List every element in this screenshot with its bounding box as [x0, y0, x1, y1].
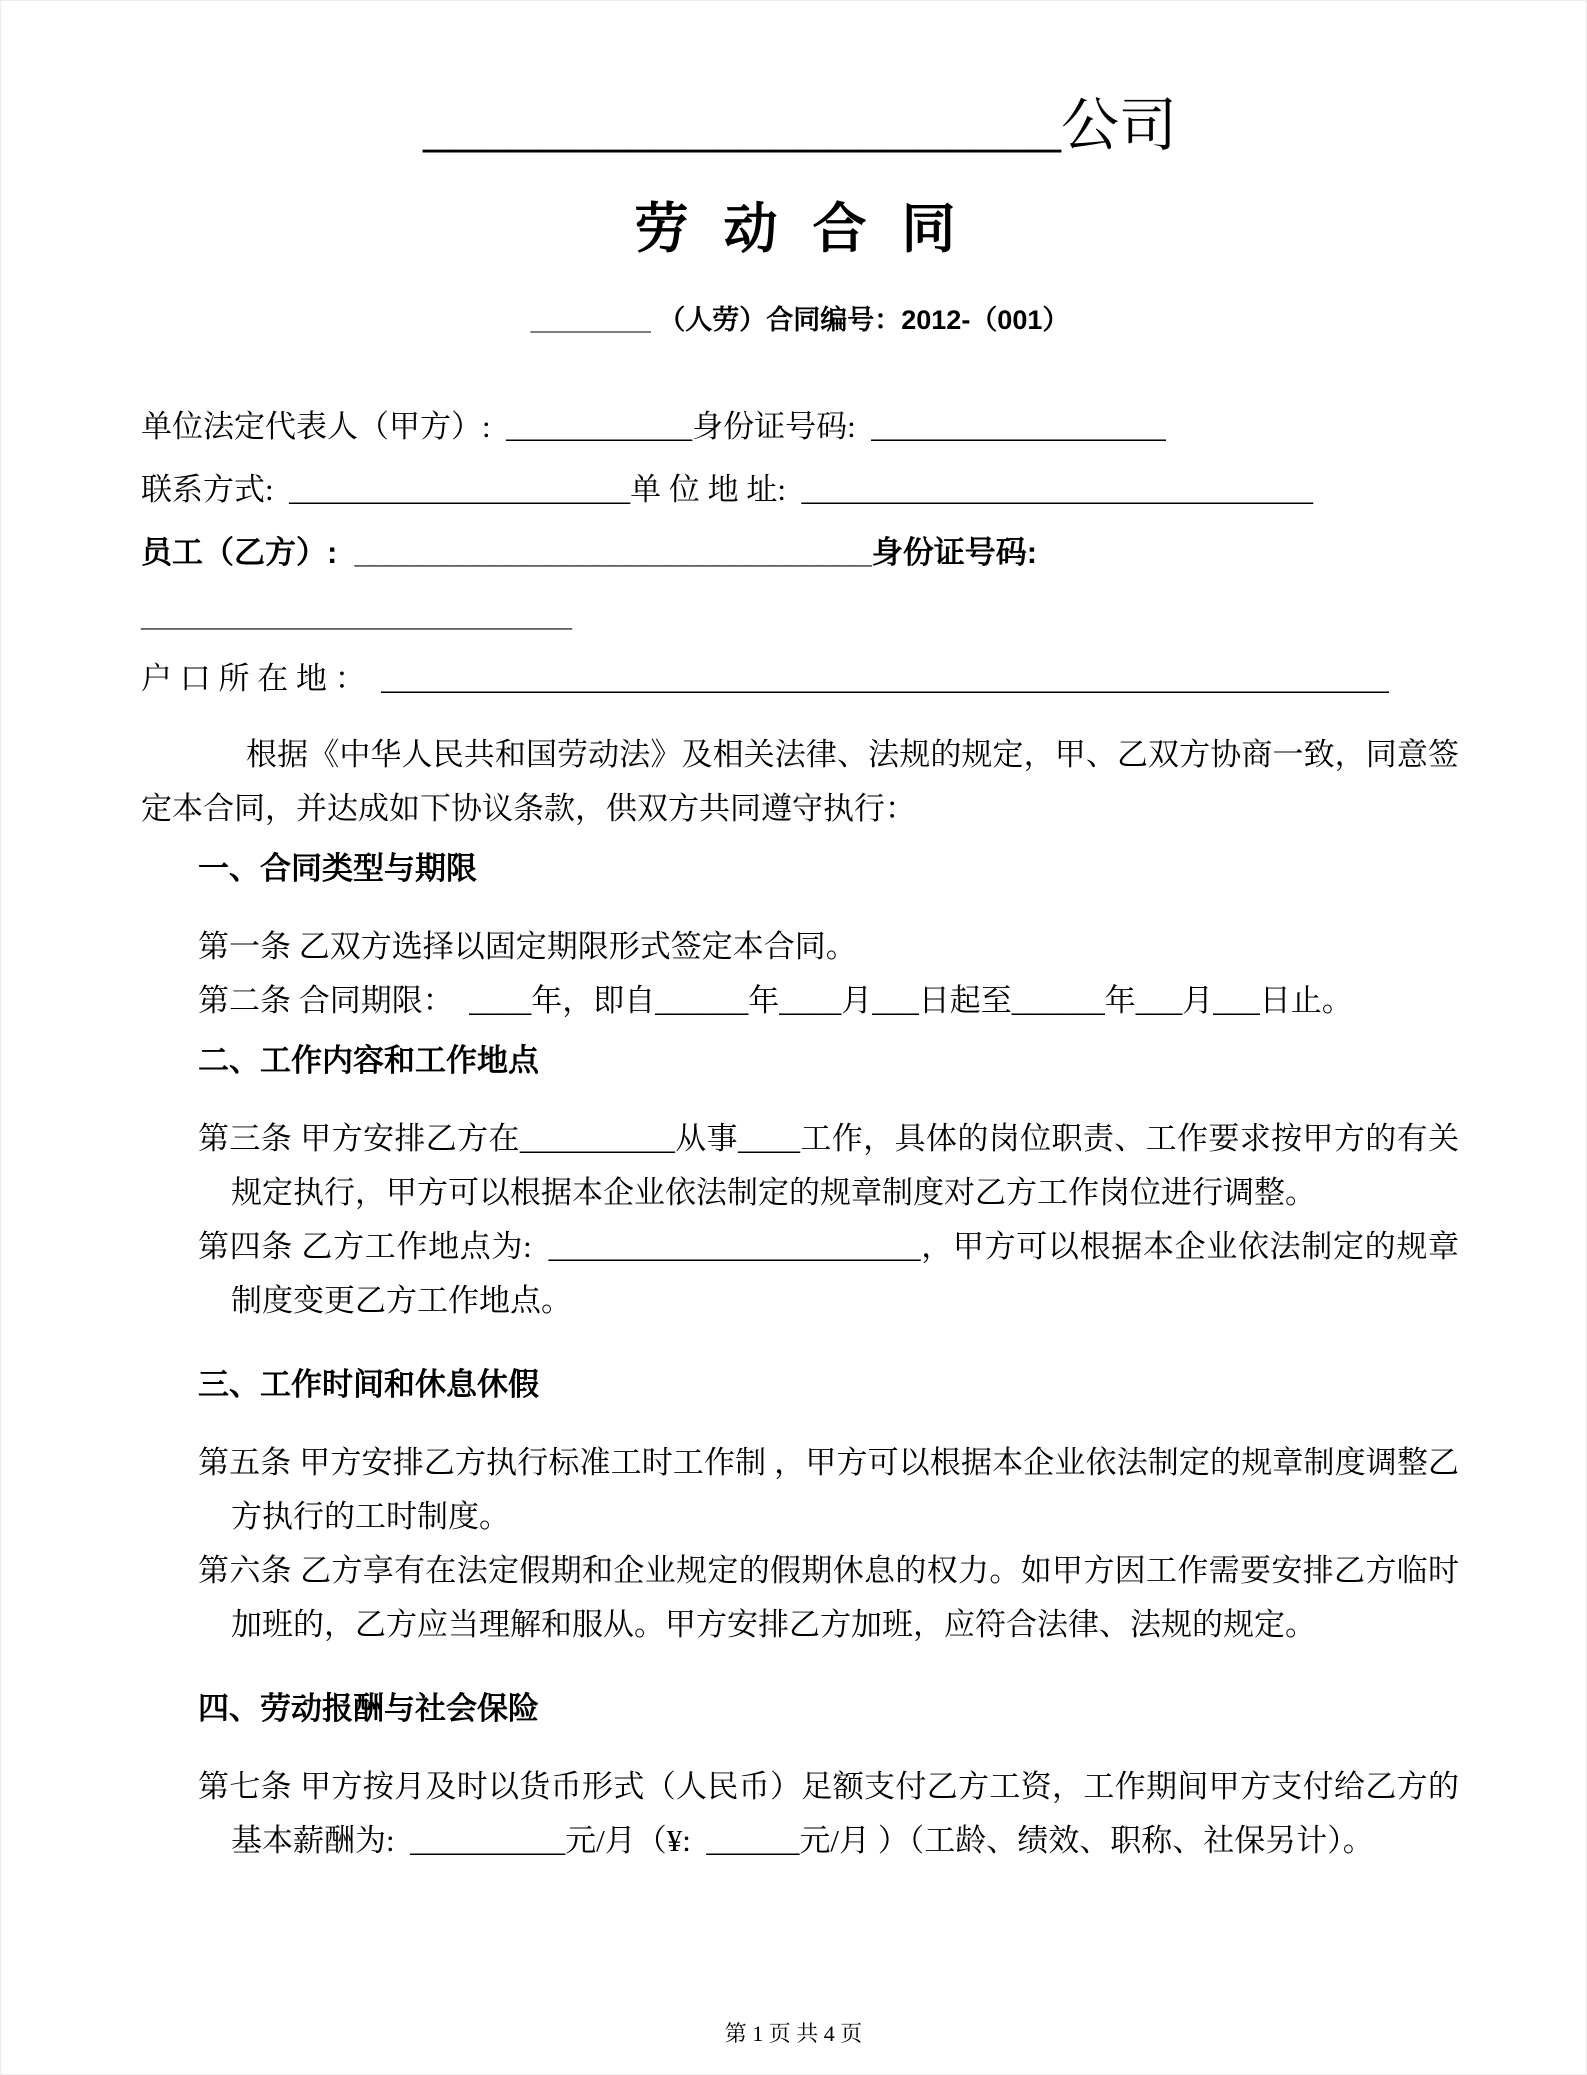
employee-id-blank: _________________________ [141, 598, 573, 633]
employee-name-blank: ______________________________ [354, 535, 872, 570]
intro-paragraph: 根据《中华人民共和国劳动法》及相关法律、法规的规定，甲、乙双方协商一致，同意签定本合同，并达成如下协议条款，供双方共同遵守执行： [141, 737, 1459, 826]
article-4: 第四条 乙方工作地点为: ________________________，甲方可以根据本企业依法制定的规章制度变更乙方工作地点。 [198, 1229, 1459, 1318]
field-line-contact [141, 458, 1459, 521]
field-line-legal-representative [141, 395, 1459, 458]
article-6: 第六条 乙方享有在法定假期和企业规定的假期休息的权力。如甲方因工作需要安排乙方临时加班的，乙方应当理解和服从。甲方安排乙方加班，应符合法律、法规的规定。 [198, 1553, 1459, 1642]
id-number-blank: ___________________ [871, 409, 1166, 444]
document-title: 劳 动 合 同 [634, 199, 966, 259]
company-address-blank: _________________________________ [801, 472, 1313, 507]
residence-label: 户 口 所 在 地 ： [141, 661, 382, 696]
article-5: 第五条 甲方安排乙方执行标准工时工作制 ，甲方可以根据本企业依法制定的规章制度调整乙方执行的工时制度。 [198, 1445, 1459, 1534]
employee-label: 员工（乙方）: [141, 535, 355, 570]
employee-id-label: 身份证号码: [871, 535, 1055, 570]
company-name-blank: ______________________ [422, 93, 1061, 158]
company-suffix: 公司 [1060, 93, 1177, 158]
residence-blank: _________________________________________________________________ [381, 661, 1389, 696]
section-4-heading: 四、劳动报酬与社会保险 [198, 1691, 539, 1726]
page-number-footer: 第 1 页 共 4 页 [724, 2021, 863, 2046]
article-7: 第七条 甲方按月及时以货币形式（人民币）足额支付乙方工资，工作期间甲方支付给乙方的基本薪酬为: __________元/月（¥: ______元/月 ）（工龄、绩效、职称、社保另计）。 [198, 1769, 1459, 1858]
id-number-label: 身份证号码: [692, 409, 872, 444]
article-2: 第二条 合同期限： ____年，即自______年____月___日起至______年___月___日止。 [198, 983, 1353, 1018]
section-2-heading: 二、工作内容和工作地点 [198, 1043, 539, 1078]
party-info-fields [141, 395, 1459, 710]
field-line-residence [141, 647, 1459, 710]
field-line-employee [141, 521, 1459, 647]
article-1: 第一条 乙双方选择以固定期限形式签定本合同。 [198, 929, 857, 964]
article-3: 第三条 甲方安排乙方在__________从事____工作，具体的岗位职责、工作要求按甲方的有关规定执行，甲方可以根据本企业依法制定的规章制度对乙方工作岗位进行调整。 [198, 1121, 1459, 1210]
section-1-heading: 一、合同类型与期限 [198, 851, 477, 886]
contact-blank: ______________________ [289, 472, 631, 507]
contract-number-line: ________ （人劳）合同编号：2012-（001） [530, 305, 1070, 335]
section-3-heading: 三、工作时间和休息休假 [198, 1367, 539, 1402]
company-title-line [141, 89, 1459, 163]
company-address-label: 单 位 地 址: [630, 472, 802, 507]
legal-representative-label: 单位法定代表人（甲方）: [141, 409, 507, 444]
legal-representative-blank: ____________ [506, 409, 693, 444]
contact-label: 联系方式: [141, 472, 290, 507]
